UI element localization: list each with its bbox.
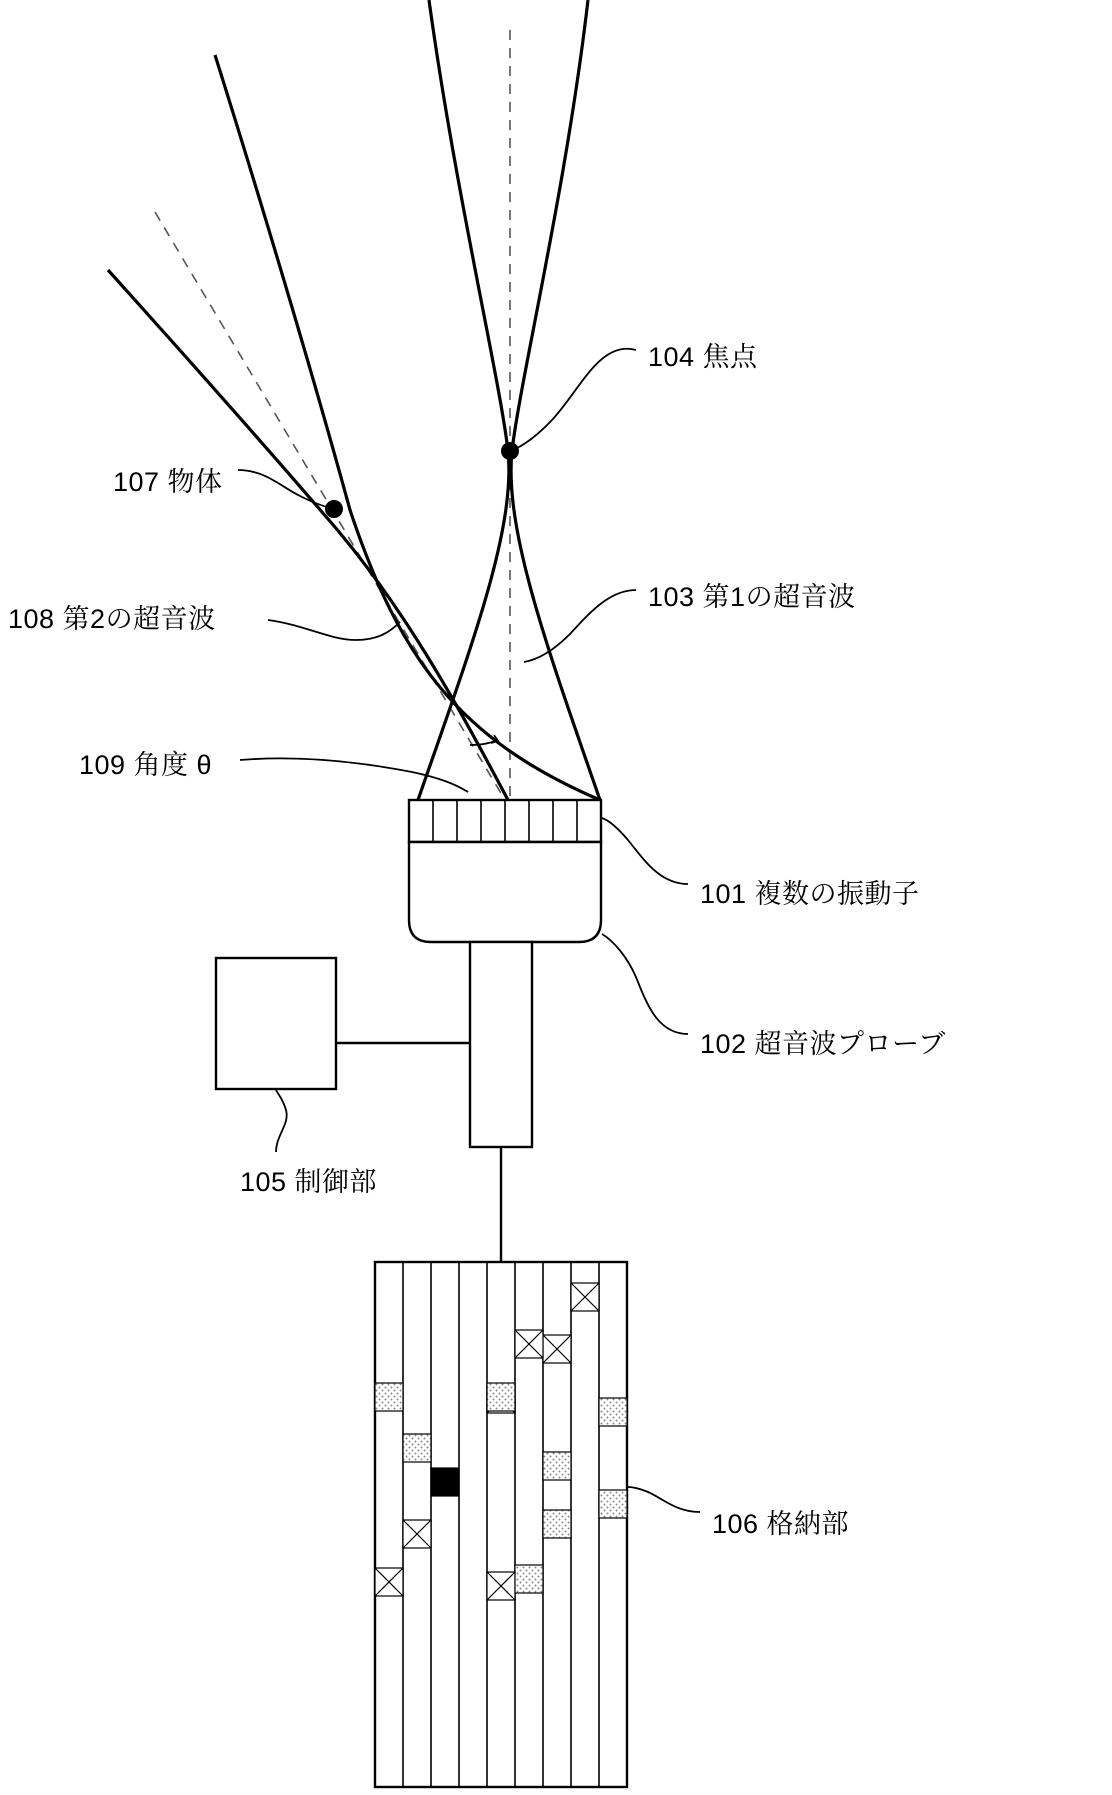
- storage-cell-x: [375, 1568, 403, 1596]
- storage-cell-dotted: [543, 1510, 571, 1538]
- second-ultrasound-beam: [108, 55, 600, 800]
- storage-cell-x: [571, 1283, 599, 1311]
- leader-109: [240, 758, 468, 792]
- leader-107: [238, 470, 331, 508]
- storage-cell-dotted: [487, 1383, 515, 1411]
- focus-point-marker: [501, 442, 519, 460]
- leader-106: [628, 1487, 700, 1512]
- storage-cell-x: [403, 1520, 431, 1548]
- ultrasound-probe-body: [409, 800, 601, 1147]
- storage-cell-dotted: [515, 1565, 543, 1593]
- label-102-probe: 102 超音波プローブ: [700, 1029, 946, 1059]
- leader-101: [602, 818, 688, 884]
- label-105-control-unit: 105 制御部: [240, 1167, 378, 1197]
- first-ultrasound-beam: [418, 0, 600, 800]
- label-107-object: 107 物体: [113, 467, 223, 497]
- storage-cell-dotted: [375, 1383, 403, 1411]
- storage-unit-box: [375, 1262, 627, 1787]
- storage-cell-selected: [431, 1468, 459, 1496]
- leader-108: [268, 620, 400, 640]
- label-103-first-ultrasound: 103 第1の超音波: [648, 582, 856, 612]
- object-point-marker: [325, 500, 343, 518]
- leader-105: [276, 1090, 287, 1152]
- storage-cell-x: [487, 1572, 515, 1600]
- leader-104: [513, 349, 636, 450]
- control-unit-box: [216, 958, 470, 1089]
- label-108-second-ultrasound: 108 第2の超音波: [8, 604, 216, 634]
- storage-cell-x: [515, 1330, 543, 1358]
- storage-cell-dotted: [599, 1398, 627, 1426]
- label-101-transducers: 101 複数の振動子: [700, 879, 920, 909]
- label-109-angle-theta: 109 角度 θ: [79, 750, 213, 780]
- leader-102: [602, 934, 688, 1034]
- label-106-storage-unit: 106 格納部: [712, 1509, 850, 1539]
- label-104-focus: 104 焦点: [648, 342, 758, 372]
- storage-cell-x: [543, 1335, 571, 1363]
- storage-cell-dotted: [403, 1434, 431, 1462]
- storage-cell-dotted: [543, 1452, 571, 1480]
- storage-cell-dotted: [599, 1490, 627, 1518]
